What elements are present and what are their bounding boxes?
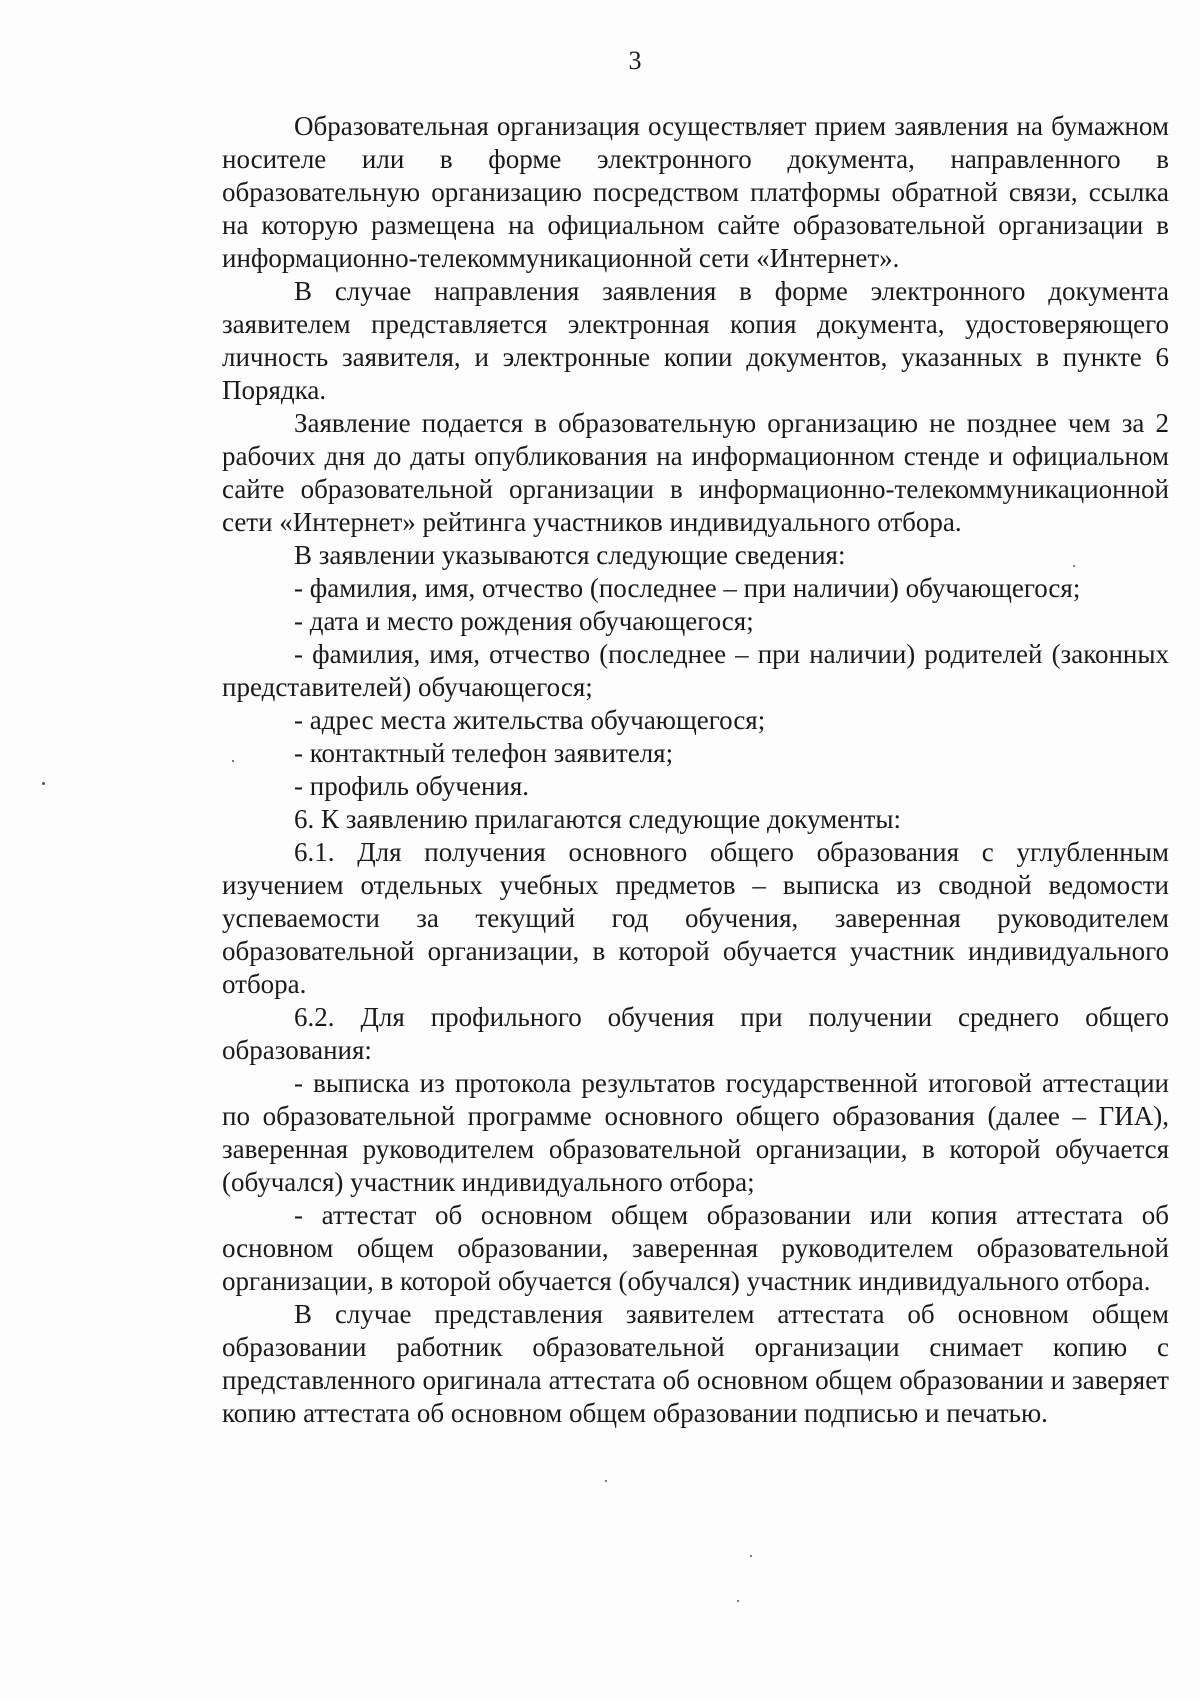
- scan-speck: [737, 1600, 739, 1602]
- list-item-certificate: - аттестат об основном общем образовании или копия аттестата об основном общем образовании, заверенная руководителем образовательной организации, в которой обучается (обучался) участник индивидуального отбора.: [222, 1200, 1169, 1296]
- paragraph-intake-methods: Образовательная организация осуществляет прием заявления на бумажном носителе или в форме электронного документа, направленного в образовательную организацию посредством платформы обратной связи, ссылка на которую размещена на официальном сайте образовательной организации в информационно-телекоммуникационной сети «Интернет».: [222, 111, 1169, 273]
- page-number: 3: [628, 46, 642, 75]
- list-item-address: - адрес места жительства обучающегося;: [294, 705, 766, 735]
- paragraph-electronic-submission: В случае направления заявления в форме электронного документа заявителем представляется электронная копия документа, удостоверяющего личность заявителя, и электронные копии документов, указанных в пункте 6 Порядка.: [222, 276, 1169, 405]
- list-item-birth: - дата и место рождения обучающегося;: [294, 606, 754, 636]
- scan-speck: [232, 760, 234, 762]
- list-item-profile: - профиль обучения.: [294, 771, 530, 801]
- document-body: [222, 110, 1169, 1430]
- paragraph-6-1: 6.1. Для получения основного общего образования с углубленным изучением отдельных учебных предметов – выписка из сводной ведомости успеваемости за текущий год обучения, заверенная руководителем образовательной организации, в которой обучается участник индивидуального отбора.: [222, 837, 1169, 999]
- scan-speck: [605, 1480, 607, 1482]
- list-item-parents-name: - фамилия, имя, отчество (последнее – при наличии) родителей (законных представителей) обучающегося;: [222, 639, 1169, 702]
- list-item-gia-extract: - выписка из протокола результатов государственной итоговой аттестации по образовательной программе основного общего образования (далее – ГИА), заверенная руководителем образовательной организации, в которой обучается (обучался) участник индивидуального отбора;: [222, 1068, 1169, 1197]
- paragraph-certificate-copy: В случае представления заявителем аттестата об основном общем образовании работник образовательной организации снимает копию с представленного оригинала аттестата об основном общем образовании и заверяет копию аттестата об основном общем образовании подписью и печатью.: [222, 1299, 1169, 1428]
- scan-speck: [1073, 565, 1075, 567]
- section-heading-6: 6. К заявлению прилагаются следующие документы:: [294, 804, 902, 834]
- scan-speck: [750, 1555, 752, 1557]
- list-item-student-name: - фамилия, имя, отчество (последнее – при наличии) обучающегося;: [294, 573, 1081, 603]
- list-item-phone: - контактный телефон заявителя;: [294, 738, 674, 768]
- paragraph-submission-deadline: Заявление подается в образовательную организацию не позднее чем за 2 рабочих дня до даты опубликования на информационном стенде и официальном сайте образовательной организации в информационно-телекоммуникационной сети «Интернет» рейтинга участников индивидуального отбора.: [222, 408, 1169, 537]
- scan-speck: [42, 782, 45, 785]
- paragraph-6-2: 6.2. Для профильного обучения при получении среднего общего образования:: [222, 1002, 1169, 1065]
- paragraph-required-info: В заявлении указываются следующие сведения:: [294, 540, 846, 570]
